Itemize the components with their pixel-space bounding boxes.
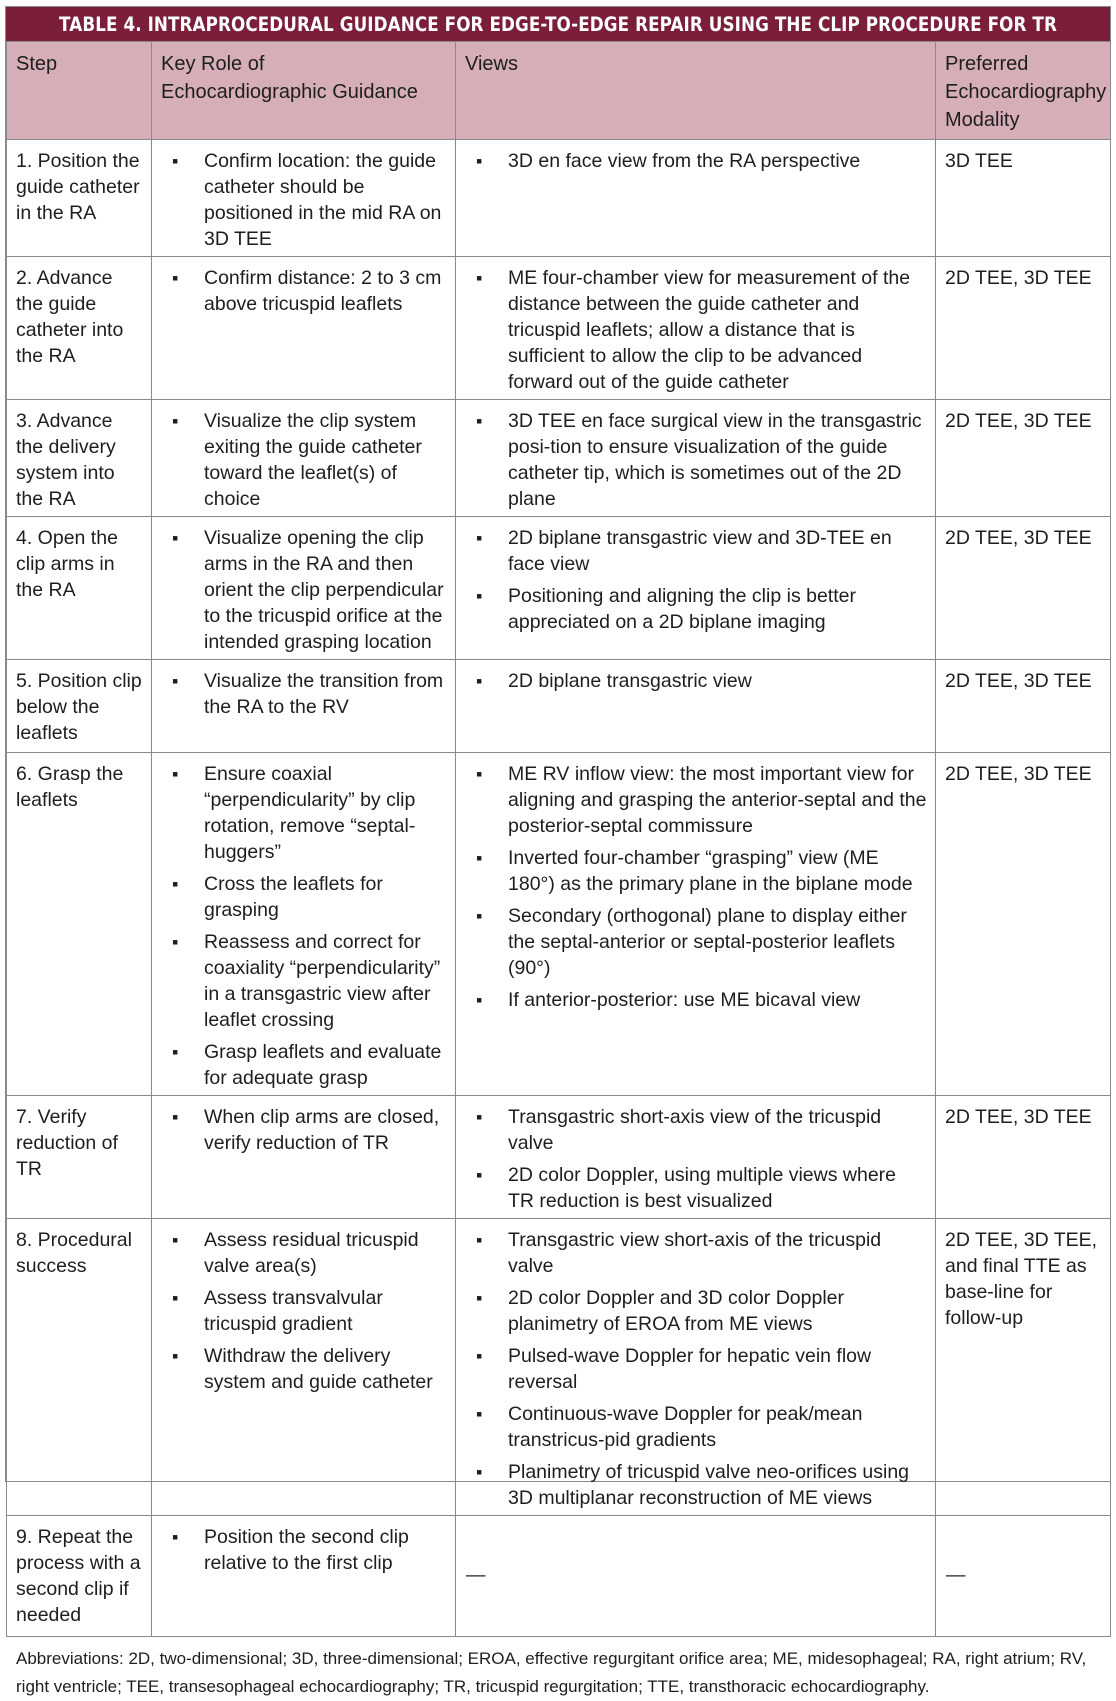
step-cell: 2. Advance the guide catheter into the RA (7, 257, 152, 400)
modality-cell: 2D TEE, 3D TEE, and final TTE as base-line for follow-up (936, 1219, 1111, 1516)
list-item: ▪ 2D color Doppler and 3D color Doppler planimetry of EROA from ME views (476, 1287, 845, 1335)
bullet-icon: ▪ (476, 848, 483, 868)
table-row (7, 1219, 1111, 1516)
bullet-icon: ▪ (172, 528, 179, 548)
bullet-icon: ▪ (476, 671, 483, 691)
table-document (5, 6, 1111, 1696)
bullet-icon: ▪ (476, 586, 483, 606)
bullet-icon: ▪ (476, 1107, 483, 1127)
bullet-icon: ▪ (172, 764, 179, 784)
guidance-table (6, 41, 1111, 1637)
bullet-icon: ▪ (172, 671, 179, 691)
table-row (7, 400, 1111, 517)
bullet-icon: ▪ (172, 932, 179, 952)
bullet-icon: ▪ (476, 1288, 483, 1308)
header-modality: Preferred Echocardiography Modality (936, 42, 1111, 140)
bullet-icon: ▪ (476, 1165, 483, 1185)
table-row (7, 140, 1111, 257)
modality-cell: 2D TEE, 3D TEE (936, 660, 1111, 753)
step-cell: 7. Verify reduction of TR (7, 1096, 152, 1219)
list-item: ▪ Position the second clip relative to the first clip (172, 1526, 409, 1574)
views-cell (456, 517, 936, 660)
bullet-icon: ▪ (172, 1107, 179, 1127)
list-item: ▪ Inverted four-chamber “grasping” view (ME 180°) as the primary plane in the biplane mode (476, 847, 913, 895)
step-cell: 5. Position clip below the leaflets (7, 660, 152, 753)
list-item: ▪ Planimetry of tricuspid valve neo-orifices using 3D multiplanar reconstruction of ME views (476, 1461, 910, 1509)
list-item: ▪ Assess transvalvular tricuspid gradient (172, 1287, 383, 1335)
list-item: ▪ 2D color Doppler, using multiple views where TR reduction is best visualized (476, 1164, 897, 1212)
bullet-icon: ▪ (172, 268, 179, 288)
modality-cell: 3D TEE (936, 140, 1111, 257)
list-item: ▪ 2D biplane transgastric view and 3D-TEE en face view (476, 527, 892, 575)
bullet-icon: ▪ (476, 528, 483, 548)
list-item: ▪ Visualize the transition from the RA to the RV (172, 670, 444, 718)
views-cell (456, 1219, 936, 1516)
table-row (7, 257, 1111, 400)
step-cell: 3. Advance the delivery system into the RA (7, 400, 152, 517)
step-cell: 9. Repeat the process with a second clip if needed (7, 1516, 152, 1637)
list-item: ▪ Positioning and aligning the clip is better appreciated on a 2D biplane imaging (476, 585, 856, 633)
bullet-icon: ▪ (476, 906, 483, 926)
list-item: ▪ Confirm distance: 2 to 3 cm above tricuspid leaflets (172, 267, 442, 315)
header-role: Key Role of Echocardiographic Guidance (152, 42, 456, 140)
role-cell (152, 140, 456, 257)
table-row (7, 1516, 1111, 1637)
step-cell: 8. Procedural success (7, 1219, 152, 1516)
list-item: ▪ Withdraw the delivery system and guide catheter (172, 1345, 433, 1393)
views-cell (456, 1096, 936, 1219)
table-row (7, 660, 1111, 753)
role-cell (152, 1219, 456, 1516)
bullet-icon: ▪ (476, 1346, 483, 1366)
list-item: ▪ Assess residual tricuspid valve area(s) (172, 1229, 419, 1277)
bullet-icon: ▪ (172, 151, 179, 171)
list-item: ▪ ME four-chamber view for measurement of the distance between the guide catheter and tricuspid leaflets; allow a distance that is sufficient to allow the clip to be advanced forward out of the guide catheter (476, 267, 911, 393)
table-row (7, 1096, 1111, 1219)
bullet-icon: ▪ (476, 990, 483, 1010)
list-item: ▪ When clip arms are closed, verify reduction of TR (172, 1106, 440, 1154)
views-cell (456, 660, 936, 753)
views-cell (456, 1516, 936, 1637)
list-item: ▪ Pulsed-wave Doppler for hepatic vein flow reversal (476, 1345, 872, 1393)
list-item: ▪ Visualize opening the clip arms in the RA and then orient the clip perpendicular to the tricuspid orifice at the intended grasping location (172, 527, 444, 653)
list-item: ▪ Transgastric short-axis view of the tricuspid valve (476, 1106, 882, 1154)
list-item: ▪ 3D en face view from the RA perspective (476, 150, 861, 172)
empty-dash: — (466, 1564, 486, 1586)
views-cell (456, 753, 936, 1096)
modality-cell (936, 1516, 1111, 1637)
bullet-icon: ▪ (476, 1404, 483, 1424)
footnote-abbreviations: Abbreviations: 2D, two-dimensional; 3D, three-dimensional; EROA, effective regurgitant orifice area; ME, midesophageal; RA, right atrium; RV, right ventricle; TEE, transesophageal echocardiography; TR, tricuspid regurgitation; TTE, transthoracic echocardiography. (16, 1649, 1087, 1696)
list-item: ▪ Reassess and correct for coaxiality “perpendicularity” in a transgastric view after leaflet crossing (172, 931, 441, 1031)
modality-cell: 2D TEE, 3D TEE (936, 257, 1111, 400)
bullet-icon: ▪ (172, 1288, 179, 1308)
step-cell: 4. Open the clip arms in the RA (7, 517, 152, 660)
bullet-icon: ▪ (476, 151, 483, 171)
bullet-icon: ▪ (476, 1230, 483, 1250)
list-item: ▪ Continuous-wave Doppler for peak/mean transtricus-pid gradients (476, 1403, 863, 1451)
views-cell (456, 140, 936, 257)
list-item: ▪ Cross the leaflets for grasping (172, 873, 383, 921)
table-title-bar (6, 7, 1110, 41)
bullet-icon: ▪ (172, 1346, 179, 1366)
bullet-icon: ▪ (172, 1230, 179, 1250)
role-cell (152, 753, 456, 1096)
header-step: Step (7, 42, 152, 140)
views-cell (456, 400, 936, 517)
table-title: TABLE 4. INTRAPROCEDURAL GUIDANCE FOR EDGE-TO-EDGE REPAIR USING THE CLIP PROCEDURE FOR TR (83, 7, 1032, 41)
table-row (7, 753, 1111, 1096)
step-cell: 1. Position the guide catheter in the RA (7, 140, 152, 257)
header-views: Views (456, 42, 936, 140)
list-item: ▪ Secondary (orthogonal) plane to display either the septal-anterior or septal-posterior leaflets (90°) (476, 905, 907, 979)
modality-cell: 2D TEE, 3D TEE (936, 400, 1111, 517)
list-item: ▪ Confirm location: the guide catheter should be positioned in the mid RA on 3D TEE (172, 150, 442, 250)
list-item: ▪ If anterior-posterior: use ME bicaval view (476, 989, 861, 1011)
role-cell (152, 400, 456, 517)
role-cell (152, 660, 456, 753)
modality-cell: 2D TEE, 3D TEE (936, 1096, 1111, 1219)
list-item: ▪ ME RV inflow view: the most important view for aligning and grasping the anterior-septal and the posterior-septal commissure (476, 763, 927, 837)
bullet-icon: ▪ (476, 764, 483, 784)
role-cell (152, 1516, 456, 1637)
table-body (7, 140, 1111, 1637)
bullet-icon: ▪ (476, 1462, 483, 1482)
list-item: ▪ Grasp leaflets and evaluate for adequate grasp (172, 1041, 442, 1089)
list-item: ▪ Transgastric view short-axis of the tricuspid valve (476, 1229, 882, 1277)
list-item: ▪ 3D TEE en face surgical view in the transgastric posi-tion to ensure visualization of the guide catheter tip, which is sometimes out of the 2D plane (476, 410, 922, 510)
modality-cell: 2D TEE, 3D TEE (936, 517, 1111, 660)
header-row (7, 42, 1111, 140)
bullet-icon: ▪ (172, 1527, 179, 1547)
step-cell: 6. Grasp the leaflets (7, 753, 152, 1096)
bullet-icon: ▪ (476, 411, 483, 431)
role-cell (152, 1096, 456, 1219)
role-cell (152, 517, 456, 660)
role-cell (152, 257, 456, 400)
empty-dash: — (946, 1564, 966, 1586)
bullet-icon: ▪ (476, 268, 483, 288)
bullet-icon: ▪ (172, 1042, 179, 1062)
table-row (7, 517, 1111, 660)
list-item: ▪ Ensure coaxial “perpendicularity” by clip rotation, remove “septal-huggers” (172, 763, 416, 863)
modality-cell: 2D TEE, 3D TEE (936, 753, 1111, 1096)
list-item: ▪ Visualize the clip system exiting the guide catheter toward the leaflet(s) of choice (172, 410, 422, 510)
views-cell (456, 257, 936, 400)
bullet-icon: ▪ (172, 411, 179, 431)
list-item: ▪ 2D biplane transgastric view (476, 670, 752, 692)
bullet-icon: ▪ (172, 874, 179, 894)
